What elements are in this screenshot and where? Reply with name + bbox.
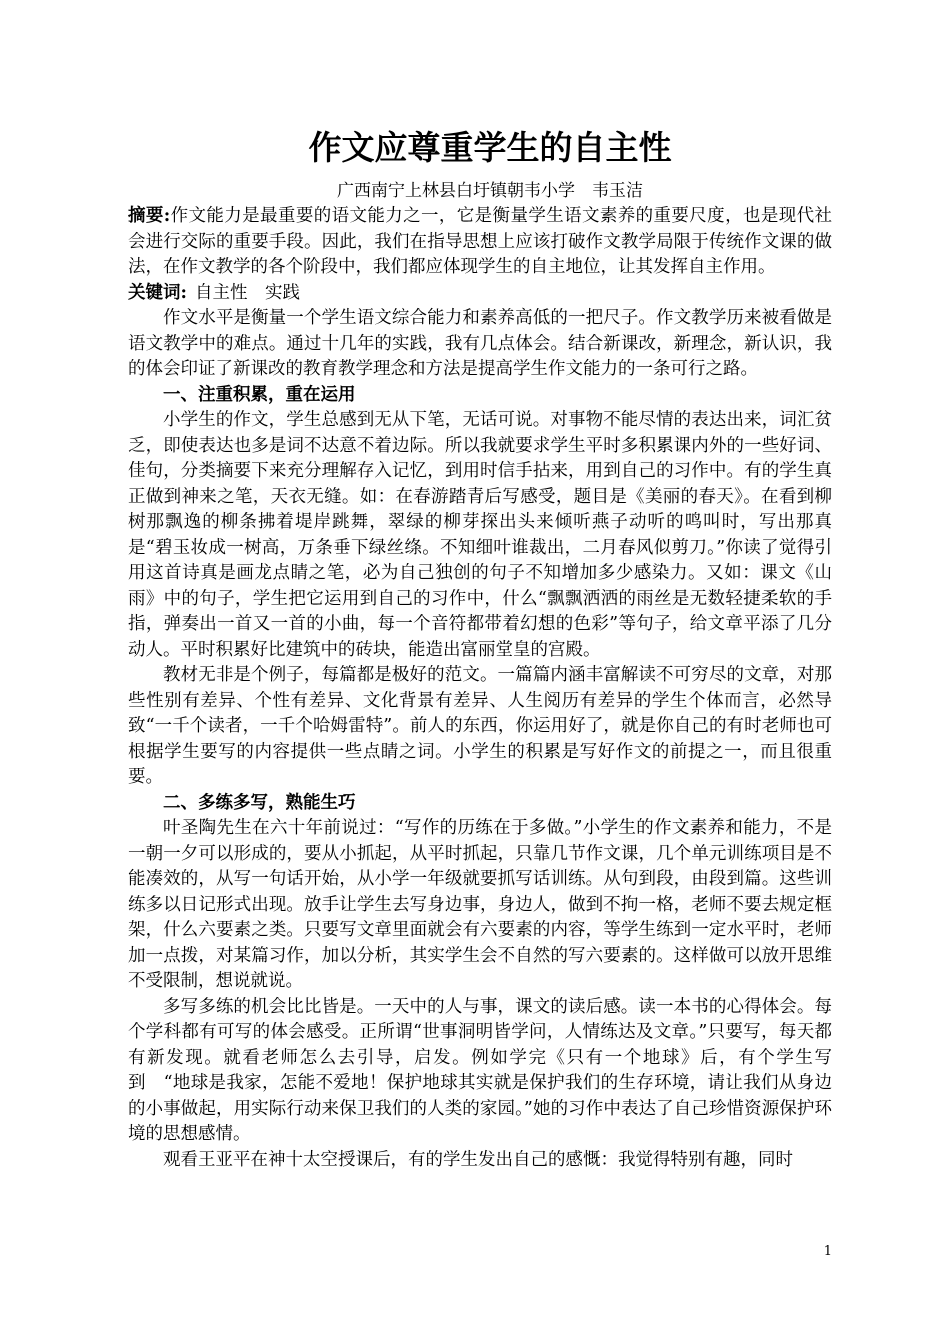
abstract bbox=[128, 204, 832, 281]
intro-paragraph: 作文水平是衡量一个学生语文综合能力和素养高低的一把尺子。作文教学历来被看做是语文教学中的难点。通过十几年的实践，我有几点体会。结合新课改，新理念，新认识，我的体会印证了新课改的教育教学理念和方法是提高学生作文能力的一条可行之路。 bbox=[128, 308, 832, 379]
section1-heading: 一、注重积累，重在运用 bbox=[163, 384, 356, 405]
document-page bbox=[128, 122, 832, 1173]
abstract-label: 摘要: bbox=[128, 206, 171, 226]
section1-paragraph-2: 教材无非是个例子，每篇都是极好的范文。一篇篇内涵丰富解读不可穷尽的文章，对那些性别有差异、个性有差异、文化背景有差异、人生阅历有差异的学生个体而言，必然导致“一千个读者，一千个哈姆雷特”。前人的东西，你运用好了，就是你自己的有时老师也可根据学生要写的内容提供一些点睛之词。小学生的积累是写好作文的前提之一，而且很重要。 bbox=[128, 665, 832, 787]
keywords bbox=[128, 281, 832, 307]
page-title: 作文应尊重学生的自主性 bbox=[308, 128, 672, 167]
page-number: 1 bbox=[823, 1244, 832, 1259]
section1-paragraph-1: 小学生的作文，学生总感到无从下笔，无话可说。对事物不能尽情的表达出来，词汇贫乏，即使表达也多是词不达意不着边际。所以我就要求学生平时多积累课内外的一些好词、佳句，分类摘要下来充分理解存入记忆，到用时信手拈来，用到自己的习作中。有的学生真正做到神来之笔，天衣无缝。如：在春游踏青后写感受，题目是《美丽的春天》。在看到柳树那飘逸的柳条拂着堤岸跳舞，翠绿的柳芽探出头来倾听燕子动听的鸣叫时，写出那真是“碧玉妆成一树高，万条垂下绿丝绦。不知细叶谁裁出，二月春风似剪刀。”你读了觉得引用这首诗真是画龙点睛之笔，必为自己独创的句子不知增加多少感染力。又如：课文《山雨》中的句子，学生把它运用到自己的习作中，什么“飘飘洒洒的雨丝是无数轻捷柔软的手指，弹奏出一首又一首的小曲，每一个音符都带着幻想的色彩”等句子，给文章平添了几分动人。平时积累好比建筑中的砖块，能造出富丽堂皇的宫殿。 bbox=[128, 410, 832, 660]
section2-paragraph-2: 多写多练的机会比比皆是。一天中的人与事，课文的读后感。读一本书的心得体会。每个学科都有可写的体会感受。正所谓“世事洞明皆学问，人情练达及文章。”只要写，每天都有新发现。就看老师怎么去引导，启发。例如学完《只有一个地球》后，有个学生写到 “地球是我家，怎能不爱地！保护地球其实就是保护我们的生存环境，请让我们从身边的小事做起，用实际行动来保卫我们的人类的家园。”她的习作中表达了自己珍惜资源保护环境的思想感情。 bbox=[128, 996, 832, 1144]
section2-paragraph-3: 观看王亚平在神十太空授课后，有的学生发出自己的感慨：我觉得特别有趣，同时 bbox=[163, 1149, 793, 1170]
keywords-text: 自主性 实践 bbox=[194, 282, 300, 303]
abstract-text: 作文能力是最重要的语文能力之一，它是衡量学生语文素养的重要尺度，也是现代社会进行交际的重要手段。因此，我们在指导思想上应该打破作文教学局限于传统作文课的做法，在作文教学的各个阶段中，我们都应体现学生的自主地位，让其发挥自主作用。 bbox=[128, 206, 832, 277]
section2-heading: 二、多练多写，熟能生巧 bbox=[163, 792, 356, 813]
section2-paragraph-1: 叶圣陶先生在六十年前说过：“写作的历练在于多做。”小学生的作文素养和能力，不是一朝一夕可以形成的，要从小抓起，从平时抓起，只靠几节作文课，几个单元训练项目是不能凑效的，从写一句话开始，从小学一年级就要抓写话训练。从句到段，由段到篇。这些训练多以日记形式出现。放手让学生去写身边事，身边人，做到不拘一格，老师不要去规定框架，什么六要素之类。只要写文章里面就会有六要素的内容，等学生练到一定水平时，老师加一点拨，对某篇习作，加以分析，其实学生会不自然的写六要素的。这样做可以放开思维不受限制，想说就说。 bbox=[128, 818, 832, 991]
author-line: 广西南宁上林县白圩镇朝韦小学 韦玉洁 bbox=[337, 181, 643, 201]
keywords-label: 关键词: bbox=[128, 282, 187, 303]
